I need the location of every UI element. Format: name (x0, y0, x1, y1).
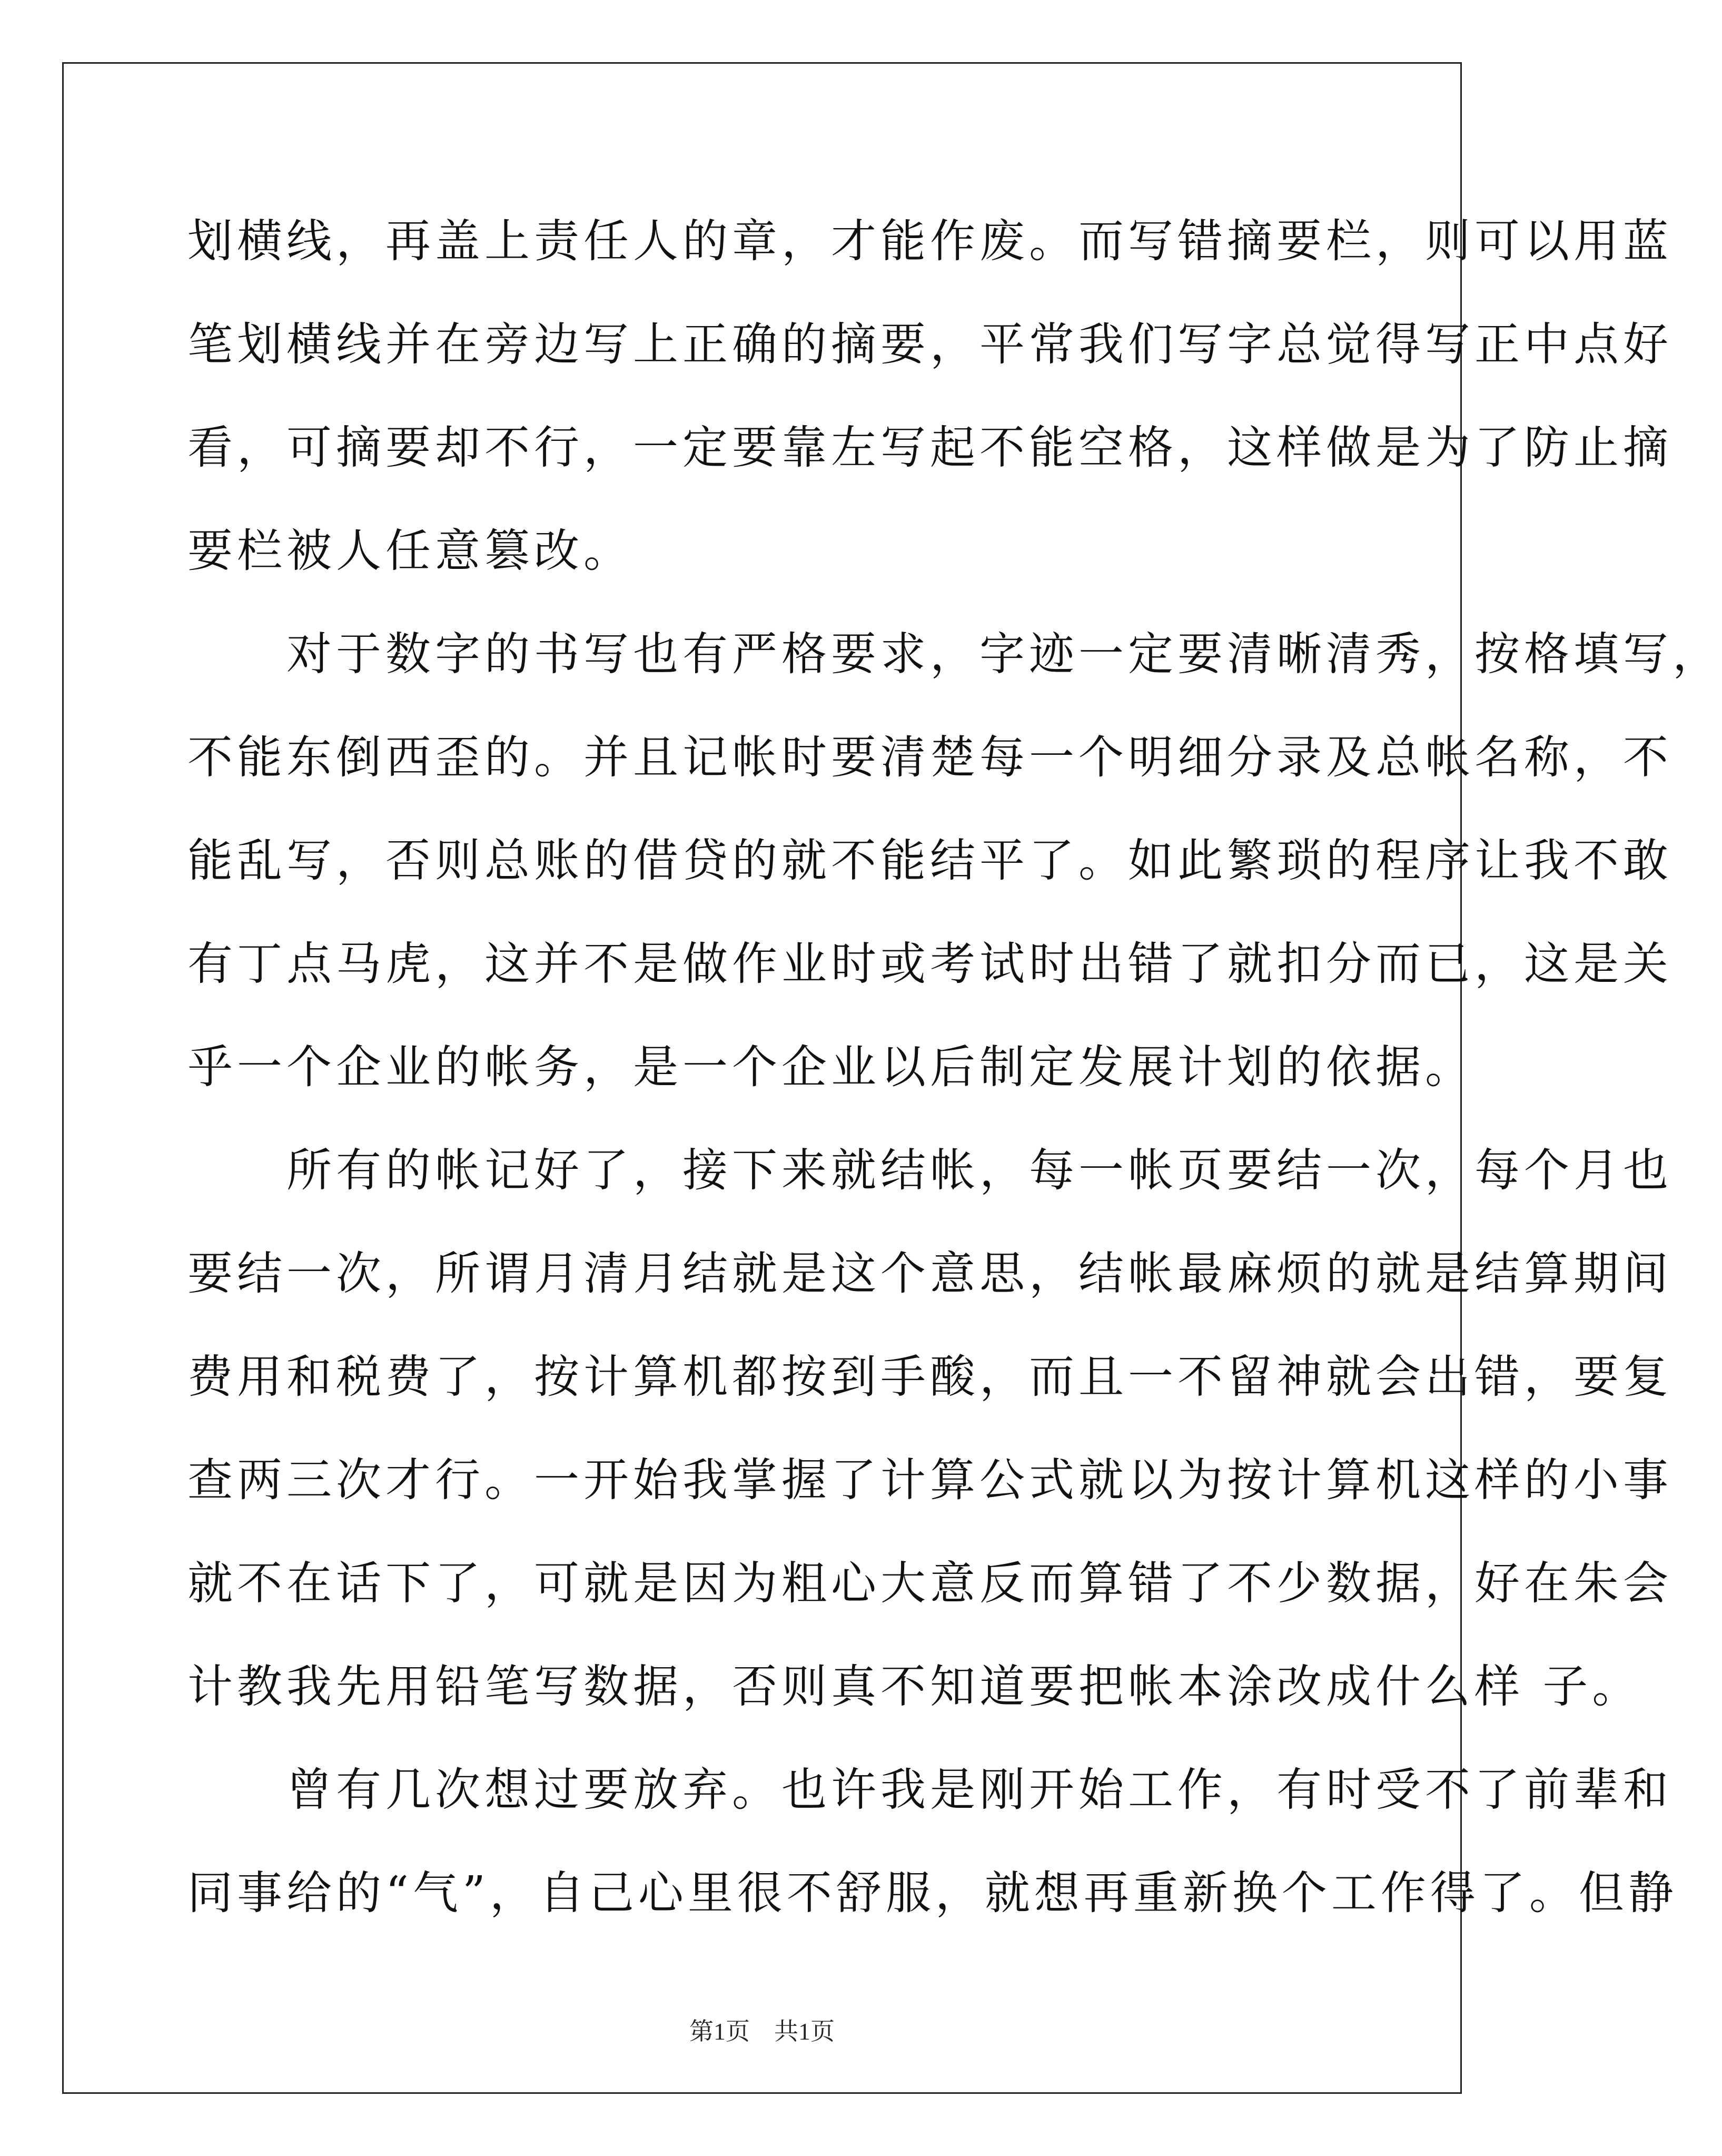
text-line: 笔划横线并在旁边写上正确的摘要，平常我们写字总觉得写正中点好 (187, 318, 1672, 371)
text-line: 能乱写，否则总账的借贷的就不能结平了。如此繁琐的程序让我不敢 (187, 834, 1672, 887)
text-line: 要栏被人任意篡改。 (187, 525, 633, 577)
text-line: 费用和税费了，按计算机都按到手酸，而且一不留神就会出错，要复 (187, 1351, 1672, 1403)
text-line: 对于数字的书写也有严格要求，字迹一定要清晰清秀，按格填写， (187, 628, 1722, 681)
text-line: 所有的帐记好了，接下来就结帐，每一帐页要结一次，每个月也 (187, 1144, 1672, 1197)
document-body (187, 190, 1722, 1945)
text-line: 要结一次，所谓月清月结就是这个意思，结帐最麻烦的就是结算期间 (187, 1247, 1672, 1300)
text-line: 就不在话下了，可就是因为粗心大意反而算错了不少数据，好在朱会 (187, 1557, 1672, 1610)
text-line: 不能东倒西歪的。并且记帐时要清楚每一个明细分录及总帐名称，不 (187, 731, 1672, 784)
text-line: 有丁点马虎，这并不是做作业时或考试时出错了就扣分而已，这是关 (187, 938, 1672, 990)
text-line: 看，可摘要却不行，一定要靠左写起不能空格，这样做是为了防止摘 (187, 421, 1672, 474)
page-footer: 第1页 共1页 (689, 2018, 835, 2045)
text-line: 乎一个企业的帐务，是一个企业以后制定发展计划的依据。 (187, 1041, 1474, 1094)
text-line: 曾有几次想过要放弃。也许我是刚开始工作，有时受不了前辈和 (187, 1764, 1672, 1816)
text-line: 查两三次才行。一开始我掌握了计算公式就以为按计算机这样的小事 (187, 1454, 1672, 1507)
text-line: 同事给的“气”，自己心里很不舒服，就想再重新换个工作得了。但静 (187, 1867, 1678, 1919)
text-line: 计教我先用铅笔写数据，否则真不知道要把帐本涂改成什么样 子。 (187, 1660, 1642, 1713)
text-line: 划横线，再盖上责任人的章，才能作废。而写错摘要栏，则可以用蓝 (187, 215, 1672, 268)
